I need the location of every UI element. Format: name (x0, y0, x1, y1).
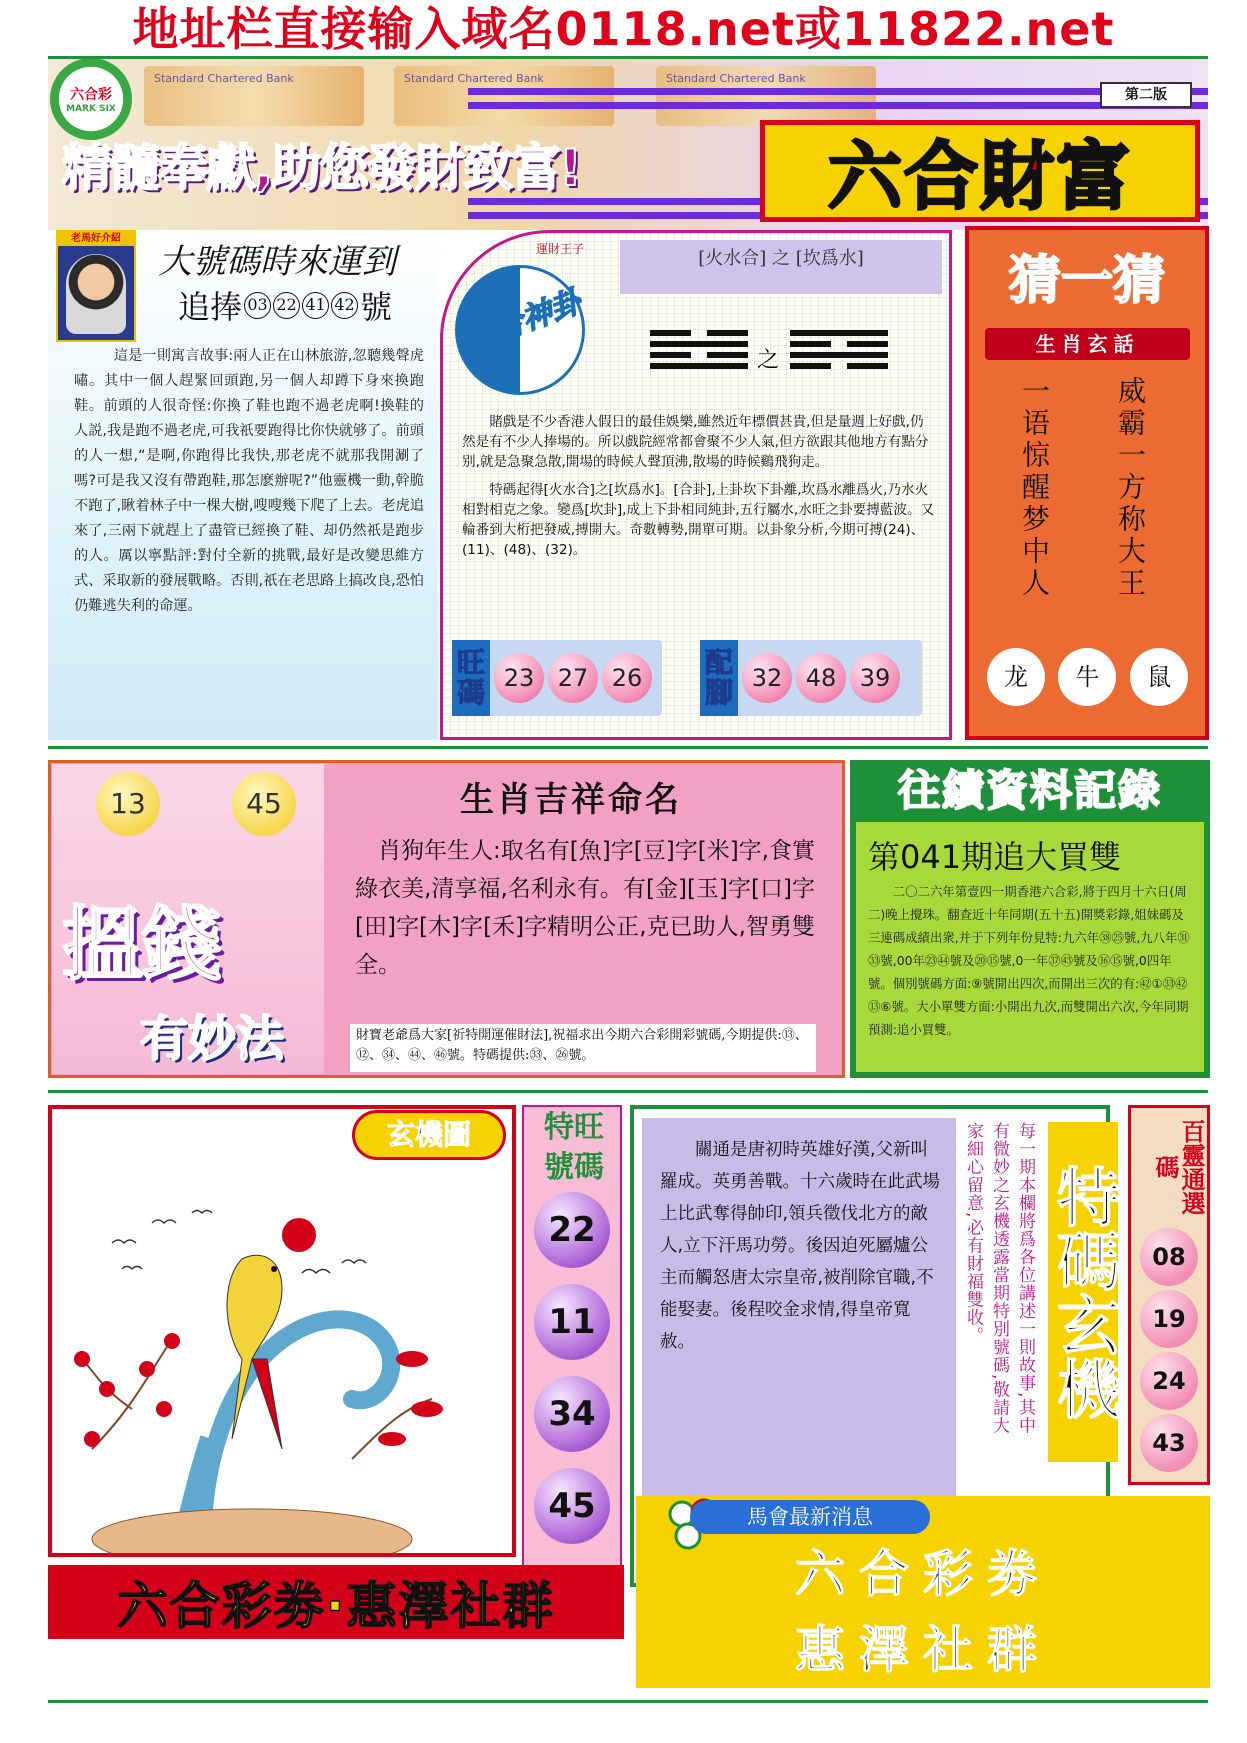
zodiac-item: 牛 (1058, 648, 1116, 706)
sun-icon (282, 1218, 316, 1252)
te-wang-number: 11 (534, 1284, 610, 1360)
bailing-number: 19 (1140, 1290, 1198, 1348)
chase-number: 41 (302, 292, 329, 319)
te-wang-number: 45 (534, 1468, 610, 1544)
banknote-image: Standard Chartered Bank (656, 66, 876, 126)
riddle-line: 威霸一方称大王 (1114, 376, 1147, 600)
history-heading: 第041期追大買雙 (868, 838, 1122, 876)
number-ball: 48 (796, 653, 846, 703)
author-avatar (56, 230, 136, 342)
hexagram-paragraph: 特碼起得[火水合]之[坎爲水]。[合卦],上卦坎下卦離,坎爲水離爲火,乃水火相對相克之象。變爲[坎卦],成上下卦相同純卦,五行屬水,水旺之卦要搏藍波。又輪番到大桁把發威,搏開大。奇數轉勢,開單可期。以卦象分析,今期可搏(24)、(11)、(48)、(32)。 (462, 482, 935, 558)
riddle-illustration (48, 1105, 516, 1557)
number-ball: 26 (602, 653, 652, 703)
art-subtitle: 有妙法 (140, 1011, 285, 1067)
slogan: 精髓奉獻,助您發財致富! (62, 139, 580, 197)
gua-connector: 之 (757, 348, 780, 373)
te-wang-number: 22 (534, 1192, 610, 1268)
chase-number: 42 (331, 292, 358, 319)
yun-label: 運財王子 (536, 242, 585, 256)
zodiac-item: 龙 (987, 648, 1045, 706)
riddle-title: 猜一猜 (1008, 251, 1165, 311)
chase-suffix: 號 (360, 288, 393, 326)
tema-xuanji-title: 特碼玄機 (1048, 1122, 1118, 1462)
edition-label: 第二版 (1100, 82, 1192, 108)
url-banner: 地址栏直接输入域名0118.net或11822.net (132, 2, 1115, 56)
bottom-banner-text: 六合彩劵·惠澤社群 (117, 1577, 555, 1635)
wang-label: 旺碼 (452, 640, 490, 716)
lucky-ball: 13 (96, 772, 160, 836)
hexagram-heading: [火水合] 之 [坎爲水] (620, 240, 942, 294)
trigram-icon (650, 330, 748, 374)
bailing-number: 08 (1140, 1228, 1198, 1286)
bailing-number: 24 (1140, 1352, 1198, 1410)
chase-prefix: 追捧 (178, 288, 243, 326)
story-title: 大號碼時來運到 (158, 242, 396, 282)
naming-text: 肖狗年生人:取名有[魚]字[豆]字[米]字,食實綠衣美,清享福,名利永有。有[金][玉]字[口]字[田]字[木]字[禾]字精明公正,克已助人,智勇雙全。 (355, 838, 815, 978)
masthead-title (760, 120, 1200, 222)
te-wang-number: 34 (534, 1376, 610, 1452)
pei-label: 配腳 (700, 640, 738, 716)
zodiac-row (980, 648, 1195, 706)
te-wang-title: 特旺號碼 (544, 1110, 604, 1185)
banknote-image: Standard Chartered Bank (144, 66, 364, 126)
xuanji-tag: 玄機圖 (352, 1110, 506, 1160)
number-ball: 39 (850, 653, 900, 703)
news-line: 惠澤社群 (795, 1621, 1051, 1679)
xuanji-note: 每一期本欄將爲各位講述一則故事,其中有微妙之玄機透露當期特別號碼,敬請大家細心留意,必有財福雙收。 (963, 1122, 1035, 1435)
logo-subtext: MARK SIX (66, 104, 116, 114)
avatar-tag: 老馬好介紹 (58, 232, 134, 246)
riddle-line: 一语惊醒梦中人 (1018, 376, 1051, 600)
naming-title: 生肖吉祥命名 (460, 780, 682, 820)
chase-number: 22 (273, 292, 300, 319)
hexagram-text (462, 412, 936, 568)
story-text: 這是一則寓言故事:兩人正在山林旅游,忽聽幾聲虎嘯。其中一個人趕緊回頭跑,另一個人却蹲下身來換跑鞋。前頭的人很奇怪:你換了鞋也跑不過老虎啊!換鞋的人説,我是跑不過老虎,可我祇要跑得比你快就够了。前頭的人一想,“是啊,你跑得比我快,那老虎不就那我開涮了嗎?可是我又沒有帶跑鞋,那怎麽辦呢?”他靈機一動,幹脆不跑了,瞅着林子中一棵大樹,嗖嗖幾下爬了上去。老虎追來了,三兩下就趕上了盡管已經換了鞋、却仍然祇是跑步的人。厲以寧點評:對付全新的挑戰,最好是改變思維方式、采取新的發展戰略。否則,祇在老思路上搞改良,恐怕仍難逃失利的命運。 (74, 348, 424, 614)
banknote-image: Standard Chartered Bank (394, 66, 614, 126)
number-ball: 23 (494, 653, 544, 703)
art-title: 搵錢 (62, 898, 222, 991)
news-tag: 馬會最新消息 (690, 1500, 930, 1534)
wang-numbers (452, 640, 662, 716)
story-chase-numbers (178, 282, 392, 328)
trigram-icon (790, 330, 888, 374)
bailing-number: 43 (1140, 1414, 1198, 1472)
bottom-banner (48, 1565, 624, 1639)
news-line: 六合彩劵 (795, 1545, 1051, 1603)
number-ball: 32 (742, 653, 792, 703)
naming-footer: 財寶老爺爲大家[祈特開運催財法],祝福求出今期六合彩開彩號碼,今期提供:⑬、⑫、㉞、㊹、㊻號。特碼提供:㉝、㉖號。 (350, 1024, 816, 1072)
bailing-title: 百靈通選碼 (1151, 1119, 1205, 1215)
history-text: 二〇二六年第壹四一期香港六合彩,將于四月十六日(周二)晚上攪珠。翻查近十年同期(五十五)開獎彩錄,姐妹碼及三連碼成績出衆,并于下列年份見特:九六年㊳㉕號,九八年㉛㉝號,00年㉓㊹號及⑳⑮號,0一年㊲㊸號及⑯⑮號,0四年號。個別號碼方面:⑨號開出四次,而開出三次的有:㊷①㉝㊷⑬⑥號。大小單雙方面:小開出九次,而雙開出六次,今年同期預測:追小買雙。 (868, 884, 1190, 1037)
chase-number: 03 (244, 292, 271, 319)
history-title: 往績資料記錄 (897, 766, 1162, 815)
hexagram-title: 六合神卦 (460, 284, 586, 359)
hexagram-paragraph: 賭戲是不少香港人假日的最佳娛樂,雖然近年標價甚貴,但是量週上好戲,仍然是有不少人捧場的。所以戲院經常都會聚不少人氣,但方欲跟其他地方有點分别,就是急聚急散,開場的時候人聲頂沸,散場的時候鷄飛狗走。 (462, 414, 929, 470)
pei-numbers (700, 640, 922, 716)
masthead-title-text: 六合財富 (828, 134, 1132, 220)
bird-branch-illustration (52, 1109, 512, 1553)
avatar-photo (66, 254, 126, 334)
number-ball: 27 (548, 653, 598, 703)
zodiac-item: 鼠 (1130, 648, 1188, 706)
logo-text: 六合彩 (70, 87, 112, 103)
lucky-ball: 45 (232, 772, 296, 836)
xuanji-story-text: 關通是唐初時英雄好漢,父新叫羅成。英勇善戰。十六歲時在此武場上比武奪得帥印,領兵徵伐北方的敵人,立下汗馬功勞。後因迫死屬爐公主而觸怒唐太宗皇帝,被削除官職,不能娶妻。後程咬金求情,得皇帝寬赦。 (660, 1140, 940, 1352)
riddle-subtitle: 生肖玄話 (985, 328, 1190, 360)
